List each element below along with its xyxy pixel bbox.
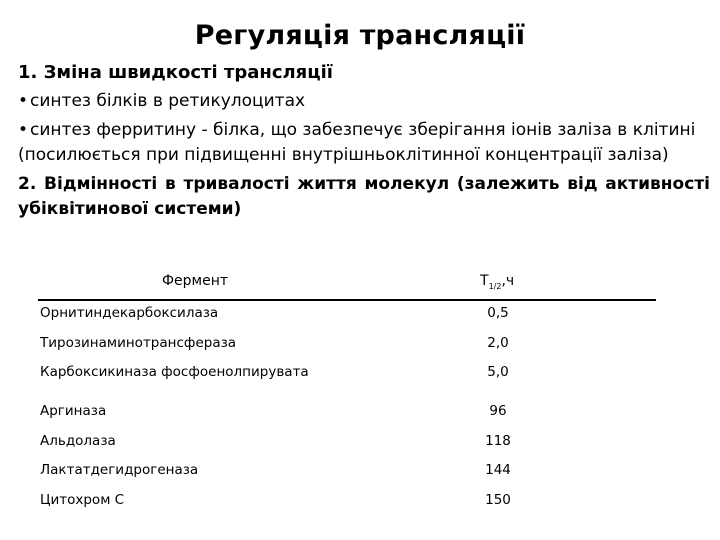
column-header-enzyme: Фермент bbox=[162, 273, 229, 289]
bullet-text: синтез ферритину - білка, що забезпечує зберігання іонів заліза в клітині (посилюється при підвищенні внутрішньоклітинної концентрації заліза) bbox=[18, 120, 696, 165]
enzyme-name: Орнитиндекарбоксилаза bbox=[40, 305, 219, 321]
half-life-subscript: 1/2 bbox=[488, 281, 502, 291]
bullet-item bbox=[18, 89, 710, 114]
table-row bbox=[38, 492, 656, 516]
half-life-value: 144 bbox=[485, 462, 511, 478]
table-row bbox=[38, 305, 656, 329]
table-row bbox=[38, 335, 656, 359]
enzyme-name: Цитохром С bbox=[40, 492, 125, 508]
half-life-value: 150 bbox=[485, 492, 511, 508]
slide-body bbox=[18, 60, 710, 222]
table-header bbox=[38, 265, 656, 301]
enzyme-half-life-table bbox=[38, 265, 656, 508]
enzyme-name: Аргиназа bbox=[40, 403, 107, 419]
slide-title: Регуляція трансляції bbox=[194, 20, 526, 51]
table-row bbox=[38, 364, 656, 388]
half-life-value: 2,0 bbox=[487, 335, 509, 351]
section-2-heading: 2. Відмінності в тривалості життя молекул (залежить від активності убіквітинової системи) bbox=[18, 174, 710, 219]
table-row bbox=[38, 462, 656, 486]
enzyme-name: Лактатдегидрогеназа bbox=[40, 462, 199, 478]
half-life-unit: ,ч bbox=[501, 273, 515, 289]
bullet-item bbox=[18, 118, 710, 168]
bullet-icon: • bbox=[18, 91, 29, 111]
table-row bbox=[38, 433, 656, 457]
bullet-icon: • bbox=[18, 120, 29, 140]
enzyme-name: Тирозинаминотрансфераза bbox=[40, 335, 237, 351]
bullet-text: синтез білків в ретикулоцитах bbox=[30, 91, 306, 111]
enzyme-name: Альдолаза bbox=[40, 433, 116, 449]
half-life-value: 5,0 bbox=[487, 364, 509, 380]
enzyme-name: Карбоксикиназа фосфоенолпирувата bbox=[40, 364, 309, 380]
column-header-half-life bbox=[480, 273, 514, 291]
half-life-value: 96 bbox=[489, 403, 507, 419]
half-life-value: 118 bbox=[485, 433, 511, 449]
half-life-value: 0,5 bbox=[487, 305, 509, 321]
section-1-heading: 1. Зміна швидкості трансляції bbox=[18, 62, 333, 83]
table-row bbox=[38, 403, 656, 427]
half-life-symbol: Т bbox=[480, 273, 489, 289]
